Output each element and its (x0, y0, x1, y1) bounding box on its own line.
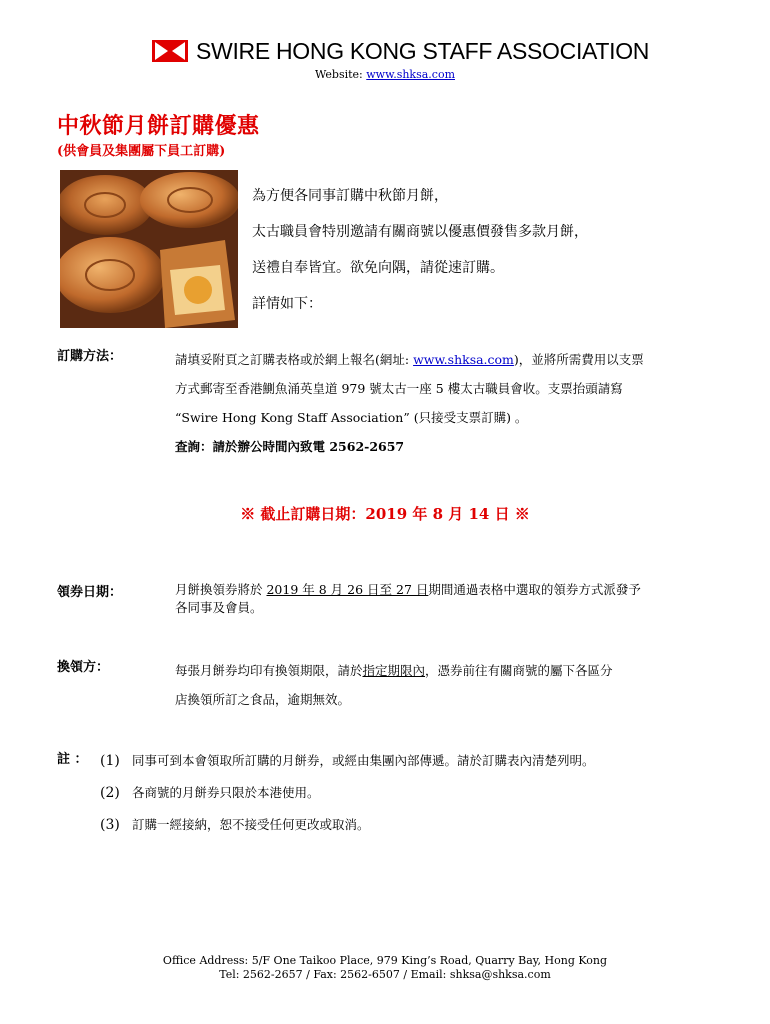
note-number: (2) (100, 785, 120, 801)
order-line1-post: )，並將所需費用以支票 (513, 352, 644, 367)
inquiry-line: 查詢：請於辦公時間內致電 2562-2657 (175, 439, 405, 454)
org-name: SWIRE HONG KONG STAFF ASSOCIATION (196, 38, 650, 64)
page-title: 中秋節月餅訂購優惠 (57, 113, 260, 139)
note-text: 各商號的月餅券只限於本港使用。 (132, 785, 320, 800)
footer-contact: Tel: 2562-2657 / Fax: 2562-6507 / Email: shksa@shksa.com (219, 968, 551, 981)
order-method-label: 訂購方法： (57, 349, 123, 364)
order-line1-pre: 請填妥附頁之訂購表格或於網上報名(網址: (175, 352, 414, 367)
order-website-link[interactable]: www.shksa.com (413, 352, 514, 367)
mooncake-photo (60, 170, 238, 328)
website-label: Website: (314, 68, 367, 81)
coupon-date-text (175, 581, 735, 617)
note-number: (3) (100, 817, 120, 833)
order-line2: 方式郵寄至香港鰂魚涌英皇道 979 號太古一座 5 樓太古職員會收。支票抬頭請寫 (175, 381, 623, 396)
coupon-line2: 各同事及會員。 (175, 600, 263, 615)
footer (0, 954, 770, 982)
note-item (100, 745, 720, 777)
intro-line: 詳情如下： (252, 296, 322, 312)
redeem-period: 指定期限內 (362, 663, 426, 678)
note-item (100, 777, 720, 809)
intro-text (252, 178, 588, 322)
note-text: 同事可到本會領取所訂購的月餅券，或經由集團內部傳遞。請於訂購表內清楚列明。 (132, 753, 595, 768)
redeem-text-pre: 每張月餅券均印有換領期限，請於 (175, 663, 363, 678)
redeem-label: 換領方： (57, 660, 110, 675)
coupon-text-post: 期間通過表格中選取的領券方式派發予 (428, 582, 641, 597)
notes-list (100, 745, 720, 841)
note-number: (1) (100, 753, 120, 769)
page-subtitle: (供會員及集團屬下員工訂購) (57, 144, 226, 159)
intro-line: 太古職員會特別邀請有關商號以優惠價發售多款月餅， (252, 224, 588, 240)
coupon-date-range: 2019 年 8 月 26 日至 27 日 (266, 582, 429, 597)
website-line (0, 68, 770, 81)
coupon-text-pre: 月餅換領券將於 (175, 582, 267, 597)
intro-line: 送禮自奉皆宜。欲免向隅，請從速訂購。 (252, 260, 504, 276)
order-line3: “Swire Hong Kong Staff Association” (只接受支票訂購) 。 (175, 410, 528, 425)
intro-line: 為方便各同事訂購中秋節月餅， (252, 188, 448, 204)
note-item (100, 809, 720, 841)
redeem-text-post: ，憑券前往有關商號的屬下各區分 (425, 663, 613, 678)
redeem-line2: 店換領所訂之食品，逾期無效。 (175, 692, 351, 707)
redeem-text (175, 656, 735, 714)
order-deadline: ※ 截止訂購日期：2019 年 8 月 14 日 ※ (240, 505, 530, 523)
order-method-text (175, 345, 735, 461)
website-link[interactable]: www.shksa.com (366, 68, 455, 81)
coupon-date-label: 領券日期： (57, 585, 123, 600)
swire-logo-icon (152, 40, 188, 62)
footer-address: Office Address: 5/F One Taikoo Place, 979 King’s Road, Quarry Bay, Hong Kong (162, 954, 608, 967)
note-text: 訂購一經接納，恕不接受任何更改或取消。 (132, 817, 370, 832)
notes-label: 註 ： (57, 752, 88, 767)
